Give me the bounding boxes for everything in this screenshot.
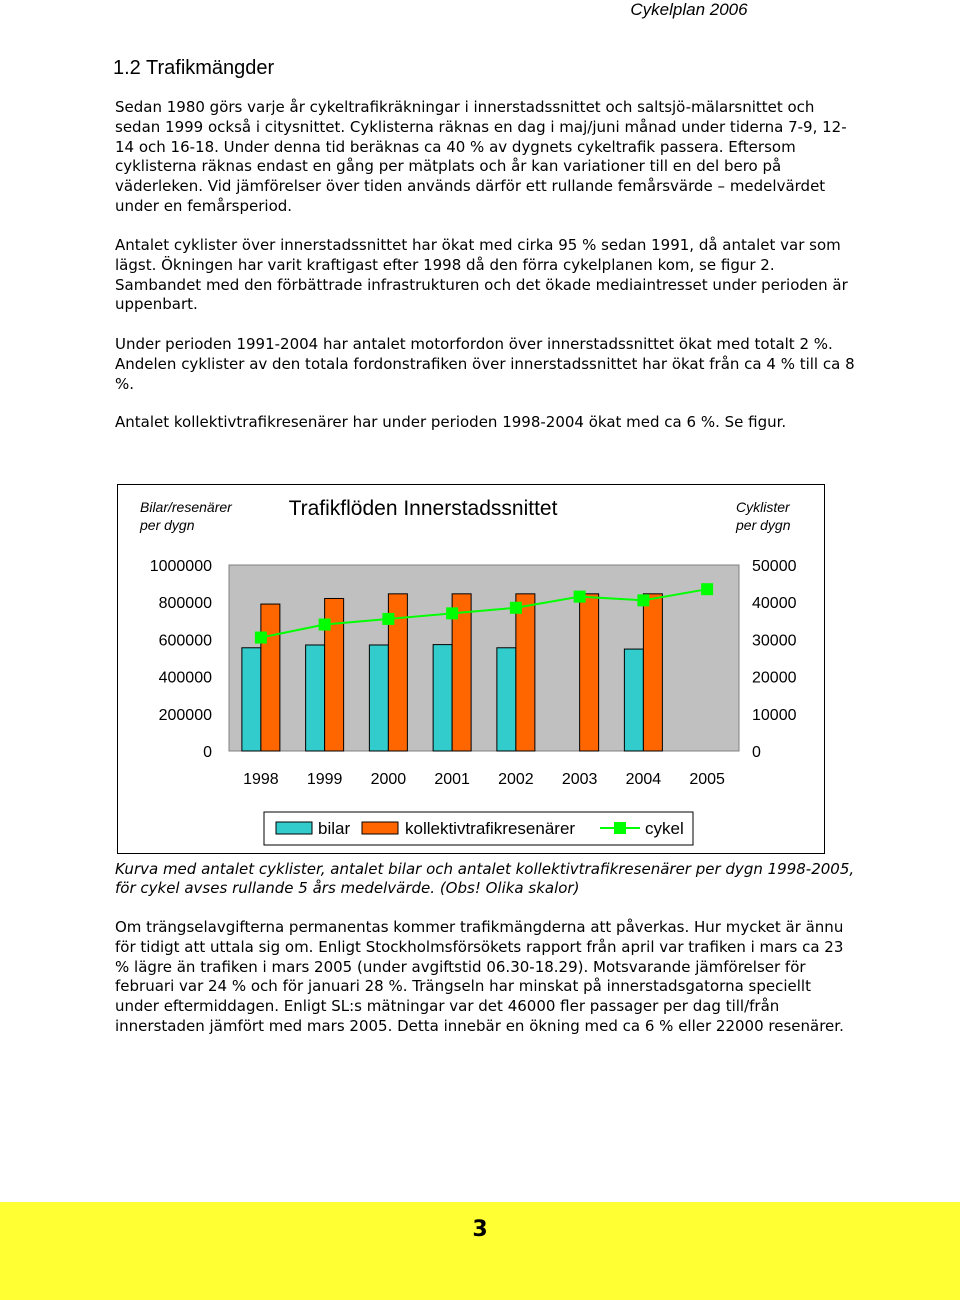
marker-cykel <box>574 591 586 603</box>
y-tick-left: 600000 <box>158 632 212 650</box>
bar-bilar <box>497 648 516 751</box>
y-tick-left: 800000 <box>158 595 212 613</box>
x-tick: 2005 <box>689 771 725 788</box>
y-tick-right: 20000 <box>752 669 797 687</box>
marker-cykel <box>255 632 267 644</box>
marker-cykel <box>637 594 649 606</box>
y-tick-left: 400000 <box>158 669 212 687</box>
bar-bilar <box>242 648 261 751</box>
marker-cykel <box>510 602 522 614</box>
y-axis-left-label: per dygn <box>140 517 195 533</box>
x-tick: 2003 <box>561 771 598 788</box>
legend-marker-cykel <box>614 822 626 834</box>
y-axis-right-label: Cyklister <box>736 499 790 515</box>
marker-cykel <box>446 607 458 619</box>
marker-cykel <box>382 613 394 625</box>
bar-bilar <box>433 645 452 751</box>
page-header: Cykelplan 2006 <box>630 0 748 19</box>
legend-swatch-bilar <box>276 822 312 834</box>
paragraph-4: Antalet kollektivtrafikresenärer har under perioden 1998-2004 ökat med ca 6 %. Se figur. <box>115 413 787 431</box>
closing-paragraph: Om trängselavgifterna permanentas kommer trafikmängderna att påverkas. Hur mycket är ännu för tidigt att uttala sig om. Enligt Stockholmsförsökets rapport från april var trafiken i mars ca 23 % lägre än trafiken i mars 2005 (under avgiftstid 06.30-18.29). Motsvarande jämförelser för februari var 24 % och för januari 28 %. Trängseln har minskat på innerstadsgatorna speciellt under eftermiddagen. Enligt SL:s mätningar var det 46000 fler passager per dag till/från innerstaden jämfört med mars 2005. Detta innebär en ökning med ca 6 % eller 22000 resenärer. <box>115 918 844 1035</box>
y-tick-left: 1000000 <box>149 558 212 575</box>
traffic-chart <box>117 484 825 854</box>
bar-bilar <box>306 645 325 751</box>
x-tick: 2002 <box>498 771 534 788</box>
page-number: 3 <box>472 1217 488 1242</box>
y-axis-left-label: Bilar/resenärer <box>140 499 232 515</box>
x-tick: 2004 <box>625 771 662 788</box>
x-tick: 1998 <box>243 771 279 788</box>
y-tick-right: 40000 <box>752 595 797 613</box>
chart-canvas <box>118 485 824 853</box>
bar-bilar <box>369 645 388 751</box>
y-tick-left: 0 <box>203 744 212 761</box>
y-tick-right: 30000 <box>752 632 797 650</box>
bar-kollektivtrafikresenärer <box>261 604 280 751</box>
figure-caption: Kurva med antalet cyklister, antalet bilar och antalet kollektivtrafikresenärer per dygn 1998-2005, för cykel avses rullande 5 års medelvärde. (Obs! Olika skalor) <box>115 860 855 897</box>
paragraph-3: Under perioden 1991-2004 har antalet motorfordon över innerstadssnittet ökat med totalt 2 %. Andelen cyklister av den totala fordonstrafiken över innerstadssnittet har ökat från ca 4 % till ca 8 %. <box>115 335 855 393</box>
bar-kollektivtrafikresenärer <box>580 594 599 751</box>
y-axis-right-label: per dygn <box>736 517 791 533</box>
legend-label-cykel: cykel <box>645 819 684 838</box>
y-tick-right: 0 <box>752 744 761 761</box>
bar-kollektivtrafikresenärer <box>643 594 662 751</box>
x-tick: 2001 <box>434 771 470 788</box>
marker-cykel <box>319 619 331 631</box>
legend-label-kollektivtrafikresenärer: kollektivtrafikresenärer <box>405 819 576 838</box>
bar-kollektivtrafikresenärer <box>516 594 535 751</box>
marker-cykel <box>701 583 713 595</box>
bar-bilar <box>624 649 643 751</box>
y-tick-left: 200000 <box>158 706 212 724</box>
section-heading: 1.2 Trafikmängder <box>113 57 275 79</box>
y-tick-right: 10000 <box>752 706 797 724</box>
paragraph-1: Sedan 1980 görs varje år cykeltrafikräkningar i innerstadssnittet och saltsjö-mälarsnittet och sedan 1999 också i citysnittet. Cyklisterna räknas en dag i maj/juni månad under tiderna 7-9, 12-14 och 16-18. Under denna tid beräknas ca 40 % av dygnets cykeltrafik passera. Eftersom cyklisterna räknas endast en gång per mätplats och år kan variationer till en del bero på väderleken. Vid jämförelser över tiden används därför ett rullande femårsvärde – medelvärdet under en femårsperiod. <box>115 98 847 215</box>
y-tick-right: 50000 <box>752 558 797 575</box>
legend-swatch-kollektivtrafikresenärer <box>362 822 398 834</box>
legend-label-bilar: bilar <box>318 819 351 838</box>
paragraph-2: Antalet cyklister över innerstadssnittet har ökat med cirka 95 % sedan 1991, då antalet var som lägst. Ökningen har varit kraftigast efter 1998 då den förra cykelplanen kom, se figur 2. Sambandet med den förbättrade infrastrukturen och det ökade mediaintresset under perioden är uppenbart. <box>115 236 848 314</box>
x-tick: 2000 <box>370 771 407 788</box>
x-tick: 1999 <box>306 771 343 788</box>
chart-title: Trafikflöden Innerstadssnittet <box>288 497 558 520</box>
